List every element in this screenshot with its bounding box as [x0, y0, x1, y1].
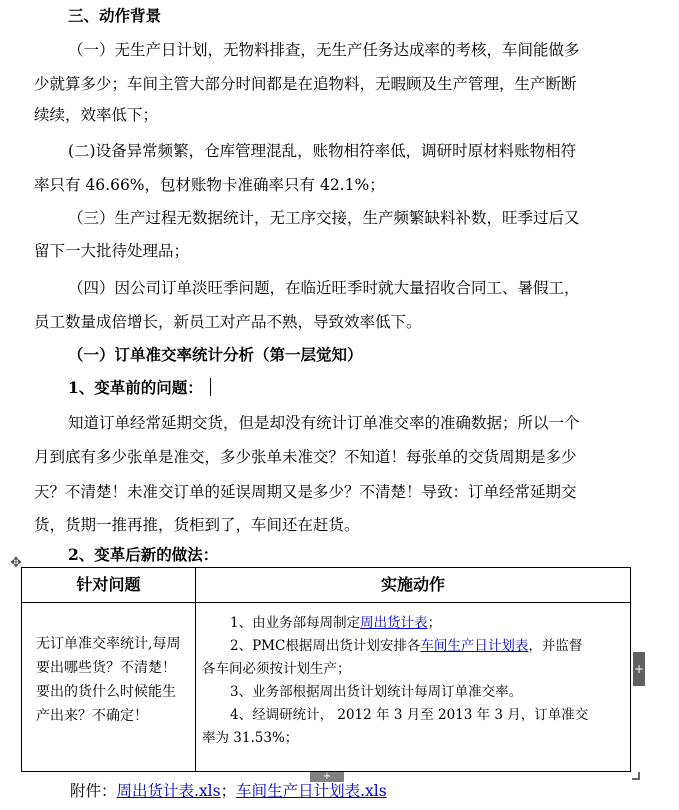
action-item-4: 4、经调研统计， 2012 年 3 月至 2013 年 3 月，订单准交: [230, 707, 589, 723]
paragraph-4-line-1: （四）因公司订单淡旺季问题，在临近旺季时就大量招收合同工、暑假工，: [68, 279, 580, 297]
heading-after: 2、变革后新的做法：: [68, 545, 219, 564]
action-1-prefix: 1、由业务部每周制定: [230, 615, 361, 631]
text-cursor: [210, 378, 211, 396]
workshop-daily-plan-link[interactable]: 车间生产日计划表: [420, 638, 529, 654]
attachment-separator: ；: [220, 782, 237, 800]
weekly-shipment-plan-link[interactable]: 周出货计表: [360, 615, 428, 631]
issue-cell: 无订单准交率统计,每周要出哪些货？不清楚！要出的货什么时候能生产出来？不确定！: [36, 636, 181, 724]
table-header-issue: 针对问题: [76, 575, 141, 594]
table-header-divider: [22, 602, 630, 603]
action-cell: [202, 612, 622, 750]
action-item-2-line-2: 各车间必须按计划生产；: [202, 661, 351, 677]
before-text-line-4: 货，货期一推再推，货柜到了，车间还在赶货。: [34, 516, 360, 534]
paragraph-1-line-2: 少就算多少；车间主管大部分时间都是在追物料，无暇顾及生产管理，生产断断: [34, 75, 577, 93]
paragraph-3-line-2: 留下一大批待处理品；: [34, 242, 190, 260]
table-resize-handle-icon[interactable]: [632, 772, 640, 780]
paragraph-1-line-1: （一）无生产日计划，无物料排查，无生产任务达成率的考核，车间能做多: [68, 41, 580, 59]
before-text-line-2: 月到底有多少张单是准交，多少张单未准交？不知道！每张单的交货周期是多少: [34, 448, 577, 466]
paragraph-2-line-1: (二)设备异常频繁，仓库管理混乱，账物相符率低，调研时原材料账物相符: [68, 142, 577, 160]
action-item-3: 3、业务部根据周出货计划统计每周订单准交率。: [230, 684, 523, 700]
before-text-line-3: 天？不清楚！未准交订单的延误周期又是多少？不清楚！导致：订单经常延期交: [34, 483, 577, 501]
action-1-suffix: ；: [427, 615, 442, 631]
action-2-prefix: 2、PMC根据周出货计划安排各: [230, 638, 421, 654]
before-text-line-1: 知道订单经常延期交货，但是却没有统计订单准交率的准确数据；所以一个: [68, 414, 580, 432]
table-header-action: 实施动作: [380, 575, 445, 594]
paragraph-1-line-3: 续续，效率低下；: [34, 106, 159, 124]
attachment-link-workshop-plan[interactable]: 车间生产日计划表.xls: [236, 782, 387, 800]
action-item-2: [202, 635, 622, 658]
attachment-line: [70, 781, 387, 801]
heading-before: 1、变革前的问题：: [68, 378, 203, 397]
action-item-4-line-2: 率为 31.53%；: [202, 730, 299, 746]
paragraph-4-line-2: 员工数量成倍增长，新员工对产品不熟，导致效率低下。: [34, 313, 422, 331]
attachment-link-weekly-shipment[interactable]: 周出货计表.xls: [116, 782, 221, 800]
action-2-suffix: ，并监督: [528, 638, 583, 654]
table-move-handle-icon[interactable]: ✥: [10, 555, 22, 571]
action-table: [21, 567, 631, 772]
action-item-1: [202, 612, 622, 635]
attachment-label: 附件：: [70, 782, 117, 800]
add-column-icon[interactable]: +: [633, 652, 645, 686]
section-title: 三、动作背景: [68, 6, 162, 25]
add-row-icon[interactable]: +: [310, 772, 344, 782]
subsection-title: （一）订单准交率统计分析（第一层觉知）: [68, 345, 363, 364]
paragraph-3-line-1: （三）生产过程无数据统计，无工序交接，生产频繁缺料补数，旺季过后又: [68, 209, 580, 227]
table-column-divider: [195, 568, 196, 771]
paragraph-2-line-2: 率只有 46.66%，包材账物卡准确率只有 42.1%；: [34, 176, 385, 194]
